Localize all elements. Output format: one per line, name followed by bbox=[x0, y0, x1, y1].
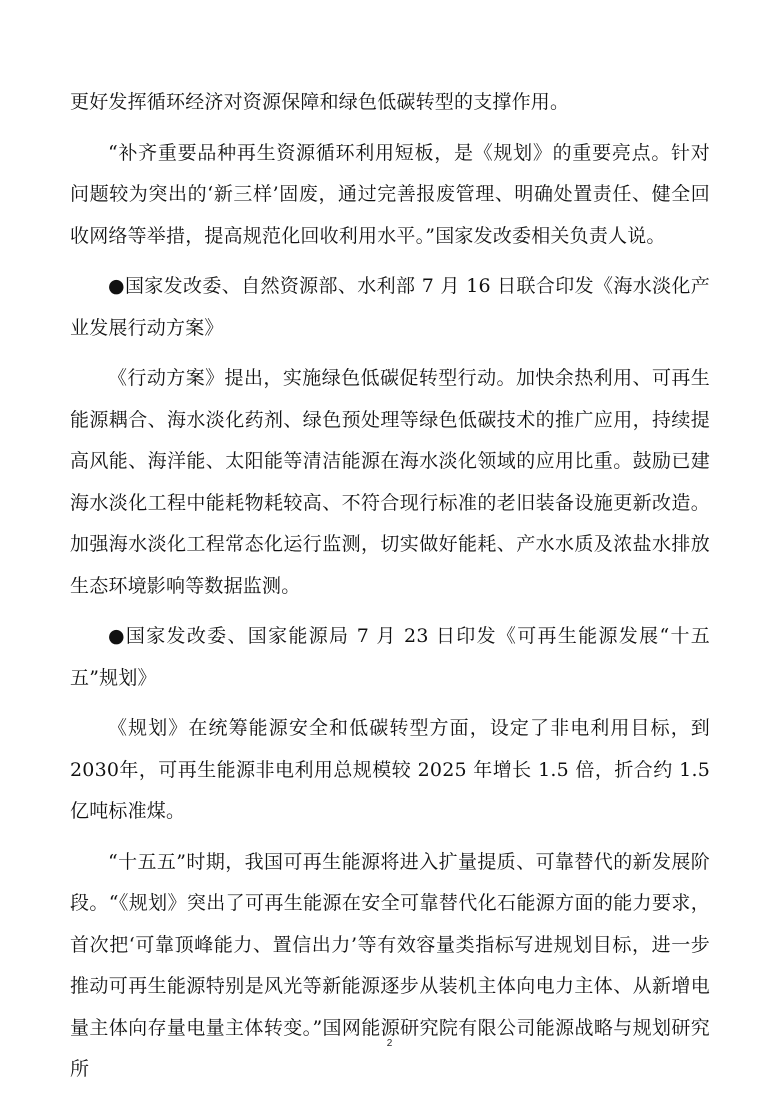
document-body bbox=[70, 82, 710, 1100]
paragraph-quote-planning: “补齐重要品种再生资源循环利用短板，是《规划》的重要亮点。针对问题较为突出的‘新三样’固废，通过完善报废管理、明确处置责任、健全回收网络等举措，提高规范化回收利用水平。”国家发改委相关负责人说。 bbox=[70, 141, 710, 247]
page-number: 2 bbox=[386, 1038, 393, 1049]
paragraph-fifteenth-plan: “十五五”时期，我国可再生能源将进入扩量提质、可靠替代的新发展阶段。“《规划》突出了可再生能源在安全可靠替代化石能源方面的能力要求，首次把‘可靠顶峰能力、置信出力’等有效容量类指标写进规划目标，进一步推动可再生能源特别是风光等新能源逐步从装机主体向电力主体、从新增电量主体向存量电量主体转变。”国网能源研究院有限公司能源战略与规划研究所 bbox=[70, 850, 710, 1080]
paragraph-non-electric-target: 《规划》在统筹能源安全和低碳转型方面，设定了非电利用目标，到 2030年，可再生能源非电利用总规模较 2025 年增长 1.5 倍，折合约 1.5 亿吨标准煤。 bbox=[70, 717, 710, 822]
paragraph-heading-desalination: ●国家发改委、自然资源部、水利部 7 月 16 日联合印发《海水淡化产业发展行动方案》 bbox=[70, 275, 710, 339]
paragraph-action-plan: 《行动方案》提出，实施绿色低碳促转型行动。加快余热利用、可再生能源耦合、海水淡化药剂、绿色预处理等绿色低碳技术的推广应用，持续提高风能、海洋能、太阳能等清洁能源在海水淡化领域的应用比重。鼓励已建海水淡化工程中能耗物耗较高、不符合现行标准的老旧装备设施更新改造。加强海水淡化工程常态化运行监测，切实做好能耗、产水水质及浓盐水排放生态环境影响等数据监测。 bbox=[70, 367, 710, 597]
paragraph-heading-renewable: ●国家发改委、国家能源局 7 月 23 日印发《可再生能源发展“十五五”规划》 bbox=[70, 625, 710, 689]
paragraph-continuation: 更好发挥循环经济对资源保障和绿色低碳转型的支撑作用。 bbox=[70, 91, 570, 113]
